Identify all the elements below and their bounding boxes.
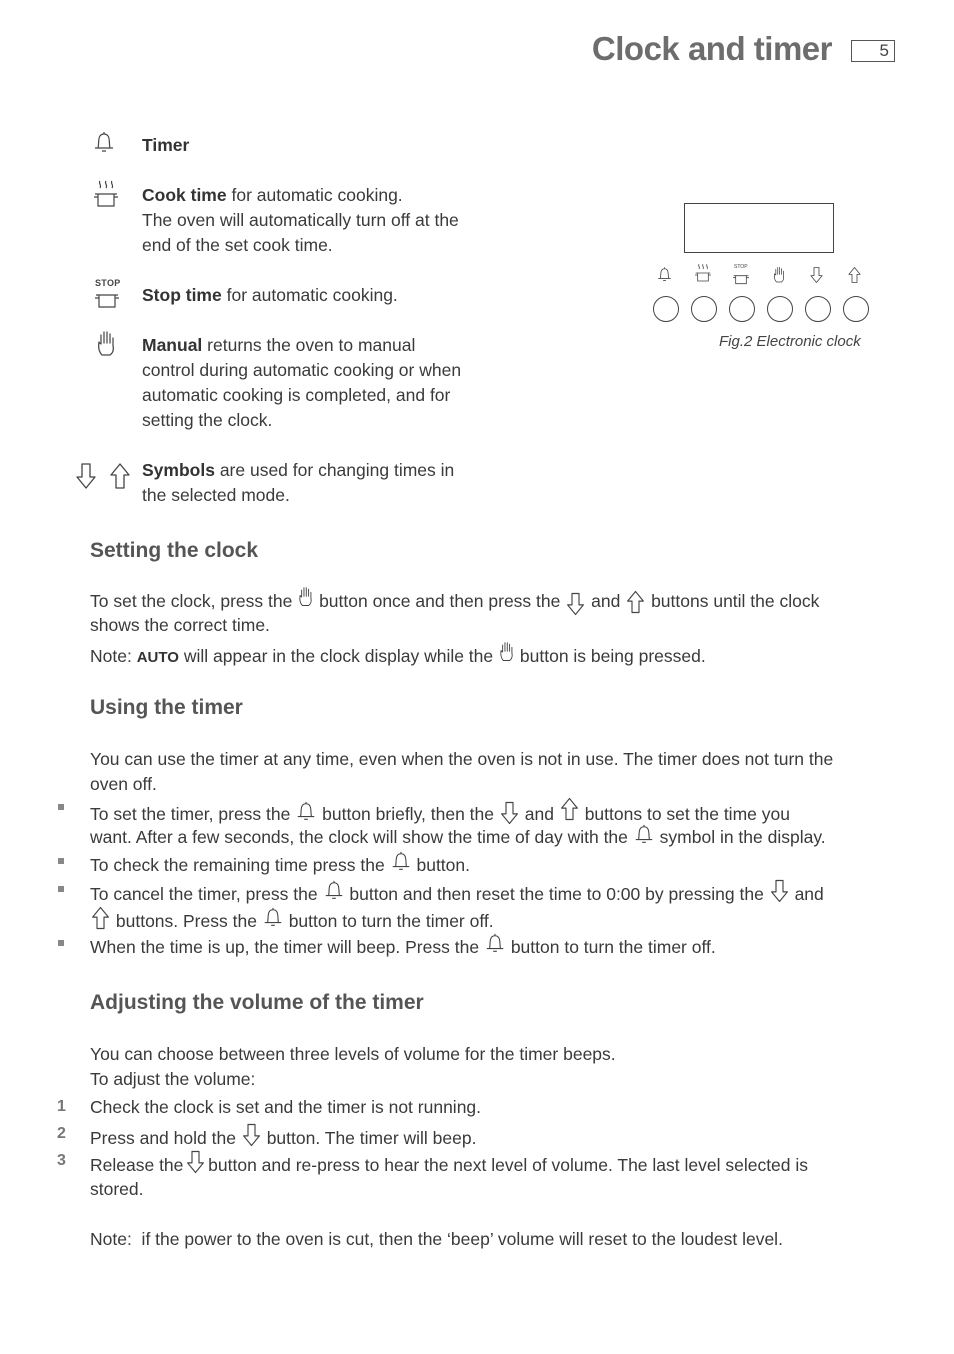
legend-timer	[142, 133, 189, 158]
text-run: To check the remaining time press the	[90, 855, 385, 875]
stop-time-icon	[92, 278, 122, 312]
bell-icon	[323, 879, 345, 903]
using-timer-intro: You can use the timer at any time, even when the oven is not in use. The timer does not turn the	[90, 749, 834, 769]
timer-bullet-1-line-2	[90, 823, 826, 850]
legend-manual-line: setting the clock.	[142, 410, 273, 430]
text-run: and	[794, 884, 824, 904]
legend-symbols-text: are used for changing times in	[214, 460, 455, 480]
volume-step-3	[90, 1149, 808, 1178]
volume-step-1: Check the clock is set and the timer is not running.	[90, 1097, 482, 1117]
text-run: To set the clock, press the	[90, 591, 293, 611]
up-arrow-icon	[108, 462, 132, 490]
text-run: want. After a few seconds, the clock will show the time of day with the	[90, 827, 628, 847]
legend-cook-time	[142, 183, 512, 258]
clock-down-arrow-icon	[809, 266, 824, 284]
down-arrow-icon	[565, 591, 586, 617]
text-run: and	[591, 591, 621, 611]
legend-symbols-label: Symbols	[142, 460, 215, 480]
bullet-marker	[58, 886, 64, 892]
bell-icon	[390, 850, 412, 874]
text-run: button is being pressed.	[519, 646, 706, 666]
clock-display	[684, 203, 834, 253]
page-number: 5	[851, 40, 895, 62]
volume-note: Note: if the power to the oven is cut, then the ‘beep’ volume will reset to the loudest level.	[90, 1229, 783, 1249]
text-run: buttons. Press the	[115, 911, 257, 931]
timer-bullet-2	[90, 850, 470, 878]
using-timer-heading: Using the timer	[90, 696, 243, 719]
clock-up-arrow-icon	[847, 266, 862, 284]
down-arrow-icon	[74, 462, 98, 490]
cook-time-button[interactable]	[691, 296, 717, 322]
legend-stop-time	[142, 283, 398, 308]
text-run: When the time is up, the timer will beep. Press the	[90, 937, 480, 957]
step-number: 1	[57, 1098, 66, 1115]
timer-bullet-3-line-2	[90, 905, 494, 934]
clock-cook-pot-icon	[693, 262, 713, 284]
cook-pot-icon	[91, 178, 121, 210]
up-button[interactable]	[843, 296, 869, 322]
volume-intro: You can choose between three levels of volume for the timer beeps.	[90, 1044, 616, 1064]
up-arrow-icon	[90, 905, 111, 931]
bullet-marker	[58, 940, 64, 946]
down-button[interactable]	[805, 296, 831, 322]
legend-cook-line: end of the set cook time.	[142, 235, 333, 255]
down-arrow-icon	[185, 1149, 206, 1175]
setting-clock-heading: Setting the clock	[90, 539, 259, 562]
bell-icon	[262, 906, 284, 930]
legend-symbols	[142, 458, 512, 508]
text-run: symbol in the display.	[659, 827, 826, 847]
legend-symbols-line: the selected mode.	[142, 485, 290, 505]
text-run: button to turn the timer off.	[510, 937, 716, 957]
legend-stop-text: for automatic cooking.	[221, 285, 398, 305]
page-title: Clock and timer	[591, 30, 832, 67]
volume-intro: To adjust the volume:	[90, 1069, 256, 1089]
up-arrow-icon	[559, 796, 580, 822]
clock-stop-label: STOP	[734, 264, 748, 270]
clock-bell-icon	[656, 266, 673, 284]
down-arrow-icon	[769, 878, 790, 904]
text-run: button and then reset the time to 0:00 by pressing the	[349, 884, 764, 904]
legend-manual	[142, 333, 512, 433]
bell-icon	[92, 130, 116, 156]
timer-bullet-3	[90, 878, 824, 907]
text-run: button and re-press to hear the next level of volume. The last level selected is	[208, 1155, 809, 1175]
text-run: To set the timer, press the	[90, 804, 291, 824]
text-run: and	[524, 804, 554, 824]
text-run: button.	[416, 855, 471, 875]
legend-manual-line: control during automatic cooking or when	[142, 360, 462, 380]
stop-time-button[interactable]	[729, 296, 755, 322]
text-run: button briefly, then the	[322, 804, 494, 824]
text-run: button. The timer will beep.	[266, 1128, 477, 1148]
timer-button[interactable]	[653, 296, 679, 322]
bullet-marker	[58, 858, 64, 864]
bullet-marker	[58, 804, 64, 810]
manual-button[interactable]	[767, 296, 793, 322]
timer-bullet-4	[90, 932, 716, 960]
up-arrow-icon	[625, 589, 646, 615]
legend-manual-label: Manual	[142, 335, 203, 355]
bell-icon	[295, 800, 317, 824]
setting-clock-line: shows the correct time.	[90, 615, 270, 635]
text-run: Release the	[90, 1155, 184, 1175]
text-run: button once and then press the	[319, 591, 561, 611]
text-run: buttons to set the time you	[584, 804, 790, 824]
text-run: buttons until the clock	[651, 591, 820, 611]
text-run: Note:	[90, 646, 132, 666]
step-number: 3	[57, 1152, 66, 1169]
legend-cook-line: The oven will automatically turn off at the	[142, 210, 459, 230]
text-run: will appear in the clock display while the	[183, 646, 494, 666]
clock-stop-icon	[731, 264, 751, 286]
using-timer-intro: oven off.	[90, 774, 157, 794]
legend-manual-line: automatic cooking is completed, and for	[142, 385, 451, 405]
volume-step-2	[90, 1122, 476, 1151]
volume-heading: Adjusting the volume of the timer	[90, 991, 424, 1014]
hand-icon	[297, 585, 314, 609]
step-number: 2	[57, 1125, 66, 1142]
bell-icon	[484, 932, 506, 956]
text-run: button to turn the timer off.	[288, 911, 494, 931]
figure-caption: Fig.2 Electronic clock	[719, 333, 861, 350]
down-arrow-icon	[241, 1122, 262, 1148]
hand-icon	[95, 330, 117, 358]
text-run: Press and hold the	[90, 1128, 236, 1148]
legend-stop-label: Stop time	[142, 285, 222, 305]
legend-timer-label: Timer	[142, 135, 190, 155]
hand-icon	[498, 640, 515, 664]
bell-icon	[633, 823, 655, 847]
stop-icon-label: STOP	[95, 278, 121, 288]
legend-manual-text: returns the oven to manual	[202, 335, 416, 355]
legend-cook-text: for automatic cooking.	[226, 185, 403, 205]
clock-hand-icon	[772, 266, 786, 284]
legend-cook-label: Cook time	[142, 185, 227, 205]
auto-label: AUTO	[136, 649, 179, 666]
volume-step-3-line-2: stored.	[90, 1179, 144, 1199]
text-run: To cancel the timer, press the	[90, 884, 318, 904]
setting-clock-note	[90, 640, 706, 670]
